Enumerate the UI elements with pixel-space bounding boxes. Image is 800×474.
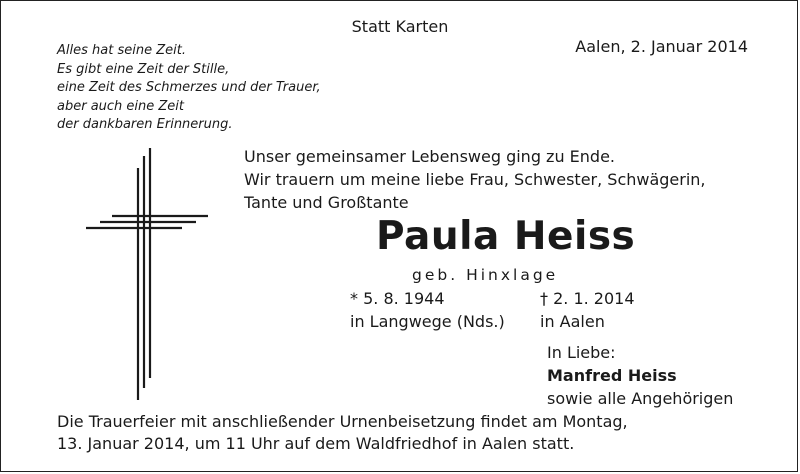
announcement-line: Wir trauern um meine liebe Frau, Schwester, Schwägerin, xyxy=(244,170,706,189)
mourner-name: Manfred Heiss xyxy=(547,366,677,385)
poem-line: aber auch eine Zeit xyxy=(57,98,185,114)
deceased-name: Paula Heiss xyxy=(376,214,636,259)
birth-info xyxy=(350,287,505,333)
mourners-intro: In Liebe: xyxy=(547,343,616,362)
announcement xyxy=(244,145,706,214)
announcement-line: Unser gemeinsamer Lebensweg ging zu Ende. xyxy=(244,147,616,166)
birth-place: in Langwege (Nds.) xyxy=(350,312,505,331)
mourners xyxy=(547,341,733,410)
death-info xyxy=(540,287,635,333)
funeral-info xyxy=(57,411,628,455)
born-name: geb. Hinxlage xyxy=(412,266,559,284)
dateline: Aalen, 2. Januar 2014 xyxy=(575,37,748,56)
poem-line: der dankbaren Erinnerung. xyxy=(57,117,233,133)
cross-icon xyxy=(80,148,220,403)
header-title: Statt Karten xyxy=(351,17,449,36)
poem-line: Alles hat seine Zeit. xyxy=(57,43,186,58)
poem xyxy=(57,42,321,135)
birth-date: * 5. 8. 1944 xyxy=(350,289,445,308)
announcement-line: Tante und Großtante xyxy=(244,193,409,212)
funeral-line: 13. Januar 2014, um 11 Uhr auf dem Waldfriedhof in Aalen statt. xyxy=(57,434,575,453)
death-date: † 2. 1. 2014 xyxy=(540,289,635,308)
poem-line: eine Zeit des Schmerzes und der Trauer, xyxy=(57,80,321,96)
poem-line: Es gibt eine Zeit der Stille, xyxy=(57,61,230,77)
funeral-line: Die Trauerfeier mit anschließender Urnenbeisetzung findet am Montag, xyxy=(57,412,628,431)
mourners-others: sowie alle Angehörigen xyxy=(547,389,734,408)
death-place: in Aalen xyxy=(540,312,605,331)
